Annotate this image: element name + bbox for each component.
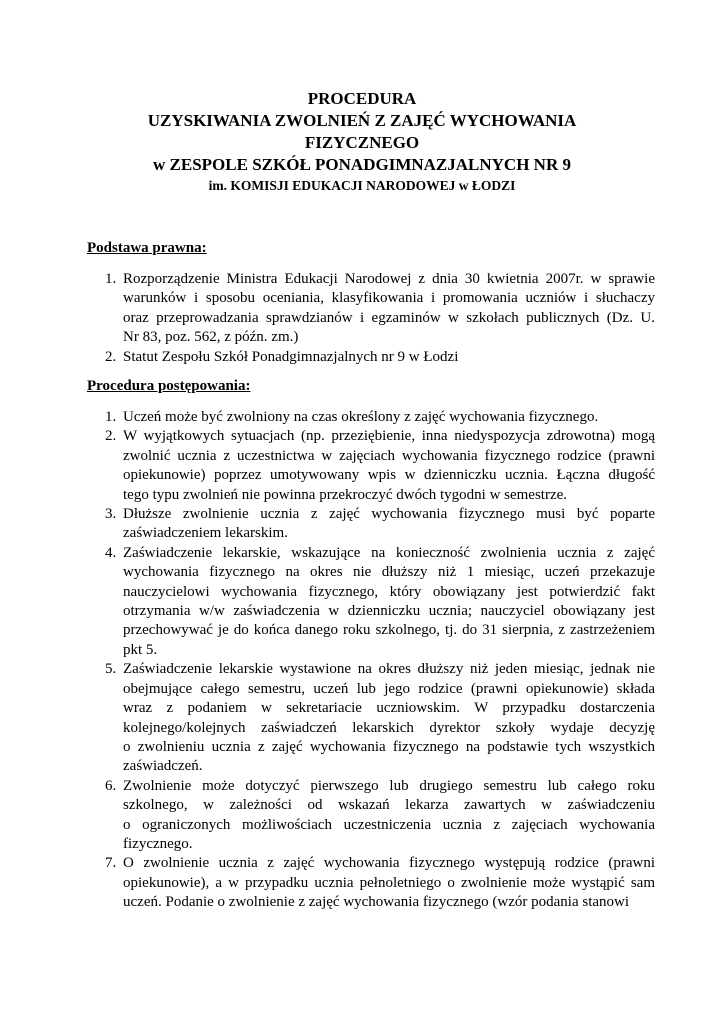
text-line: warunków i sposobu oceniania, klasyfikowania i promowania uczniów i słuchaczy (123, 290, 655, 307)
title-line-3: FIZYCZNEGO (304, 133, 420, 152)
text-line: o zwolnieniu ucznia z zajęć wychowania fizycznego na podstawie tych wszystkich (123, 738, 655, 755)
list-item-text (123, 544, 655, 660)
text-line: Zaświadczenie lekarskie, wskazujące na konieczność zwolnienia ucznia z zajęć (123, 544, 655, 561)
procedure-heading: Procedura postępowania: (87, 378, 251, 394)
list-item (105, 854, 655, 912)
list-item (105, 544, 655, 660)
text-line: Statut Zespołu Szkół Ponadgimnazjalnych nr 9 w Łodzi (123, 348, 459, 365)
list-item-text (123, 777, 655, 855)
text-line: Zwolnienie może dotyczyć pierwszego lub drugiego semestru lub całego roku (123, 777, 655, 794)
text-line: zaświadczeniem lekarskim. (123, 525, 288, 542)
text-line: wychowania fizycznego na okres nie dłuższy niż 1 miesiąc, uczeń przekazuje (123, 564, 655, 581)
list-item (105, 505, 655, 544)
text-line: szkolnego, w zależności od wskazań lekarza zawartych w zaświadczeniu (123, 797, 655, 814)
text-line: W wyjątkowych sytuacjach (np. przeziębienie, inna niedyspozycja zdrowotna) mogą (123, 428, 655, 445)
text-line: O zwolnienie ucznia z zajęć wychowania fizycznego występują rodzice (prawni (123, 855, 655, 872)
list-item-text (123, 854, 655, 912)
list-item (105, 427, 655, 505)
text-line: pkt 5. (123, 641, 158, 658)
text-line: uczeń. Podanie o zwolnienie z zajęć wychowania fizycznego (wzór podania stanowi (123, 894, 630, 911)
text-line: Dłuższe zwolnienie ucznia z zajęć wychowania fizycznego musi być poparte (123, 506, 655, 523)
text-line: zaświadczeń. (123, 758, 203, 775)
text-line: Uczeń może być zwolniony na czas określony z zajęć wychowania fizycznego. (123, 409, 599, 425)
procedure-list (105, 408, 655, 913)
list-item-number: 5. (105, 661, 117, 678)
list-item-number: 3. (105, 506, 117, 523)
list-item (105, 777, 655, 855)
text-line: opiekunowie) poprzez umotywowany wpis w dzienniczku ucznia. Łączna długość (123, 467, 655, 484)
text-line: opiekunowie), a w przypadku ucznia pełnoletniego o zwolnienie może wystąpić sam (123, 874, 655, 891)
list-item-number: 2. (105, 348, 117, 365)
text-line: Nr 83, poz. 562, z późn. zm.) (123, 329, 299, 346)
list-item (105, 270, 655, 348)
title-line-1: PROCEDURA (307, 89, 417, 108)
text-line: zwolnić ucznia z uczestnictwa w zajęciach wychowania fizycznego rodzice (prawni (123, 447, 655, 464)
text-line: fizycznego. (123, 835, 193, 852)
list-item-number: 1. (105, 271, 117, 287)
list-item-number: 7. (105, 855, 117, 872)
text-line: wraz z podaniem w sekretariacie uczniowskim. W przypadku dostarczenia (123, 700, 655, 717)
title-line-5: im. KOMISJI EDUKACJI NARODOWEJ w ŁODZI (208, 178, 516, 193)
list-item-number: 4. (105, 544, 117, 561)
list-item-text (123, 270, 655, 348)
list-item-number: 2. (105, 428, 117, 445)
list-item (105, 408, 655, 427)
text-line: oraz przeprowadzania sprawdzianów i egzaminów w szkołach publicznych (Dz. U. (123, 309, 655, 326)
list-item-text (123, 427, 655, 505)
list-item (105, 660, 655, 776)
text-line: otrzymania w/w zaświadczenia w dzienniczku ucznia; nauczyciel obowiązany jest (123, 603, 655, 620)
text-line: przechowywać je do końca danego roku szkolnego, tj. do 31 sierpnia, z zastrzeżeniem (123, 622, 655, 639)
list-item-text (123, 348, 655, 367)
list-item-text (123, 505, 655, 544)
text-line: kolejnego/kolejnych zaświadczeń lekarskich dyrektor szkoły wydaje decyzję (123, 719, 655, 736)
list-item (105, 348, 655, 367)
list-item-text (123, 660, 655, 776)
document-title (60, 88, 664, 196)
title-line-4: w ZESPOLE SZKÓŁ PONADGIMNAZJALNYCH NR 9 (153, 155, 571, 174)
text-line: obejmujące całego semestru, uczeń lub jego rodzice (prawni opiekunowie) składa (123, 680, 655, 697)
list-item-number: 1. (105, 409, 117, 425)
list-item-number: 6. (105, 777, 117, 794)
text-line: nauczycielowi wychowania fizycznego, który obowiązany jest potwierdzić fakt (123, 583, 655, 600)
text-line: o ograniczonych możliwościach uczestniczenia ucznia z zajęciach wychowania (123, 816, 655, 833)
text-line: Rozporządzenie Ministra Edukacji Narodowej z dnia 30 kwietnia 2007r. w sprawie (123, 271, 655, 287)
text-line: Zaświadczenie lekarskie wystawione na okres dłuższy niż jeden miesiąc, jednak nie (123, 661, 655, 678)
legal-basis-heading: Podstawa prawna: (87, 240, 207, 256)
text-line: tego typu zwolnień nie powinna przekroczyć dwóch tygodni w semestrze. (123, 486, 568, 503)
title-line-2: UZYSKIWANIA ZWOLNIEŃ Z ZAJĘĆ WYCHOWANIA (147, 111, 577, 130)
legal-basis-list (105, 270, 655, 367)
list-item-text (123, 408, 655, 427)
